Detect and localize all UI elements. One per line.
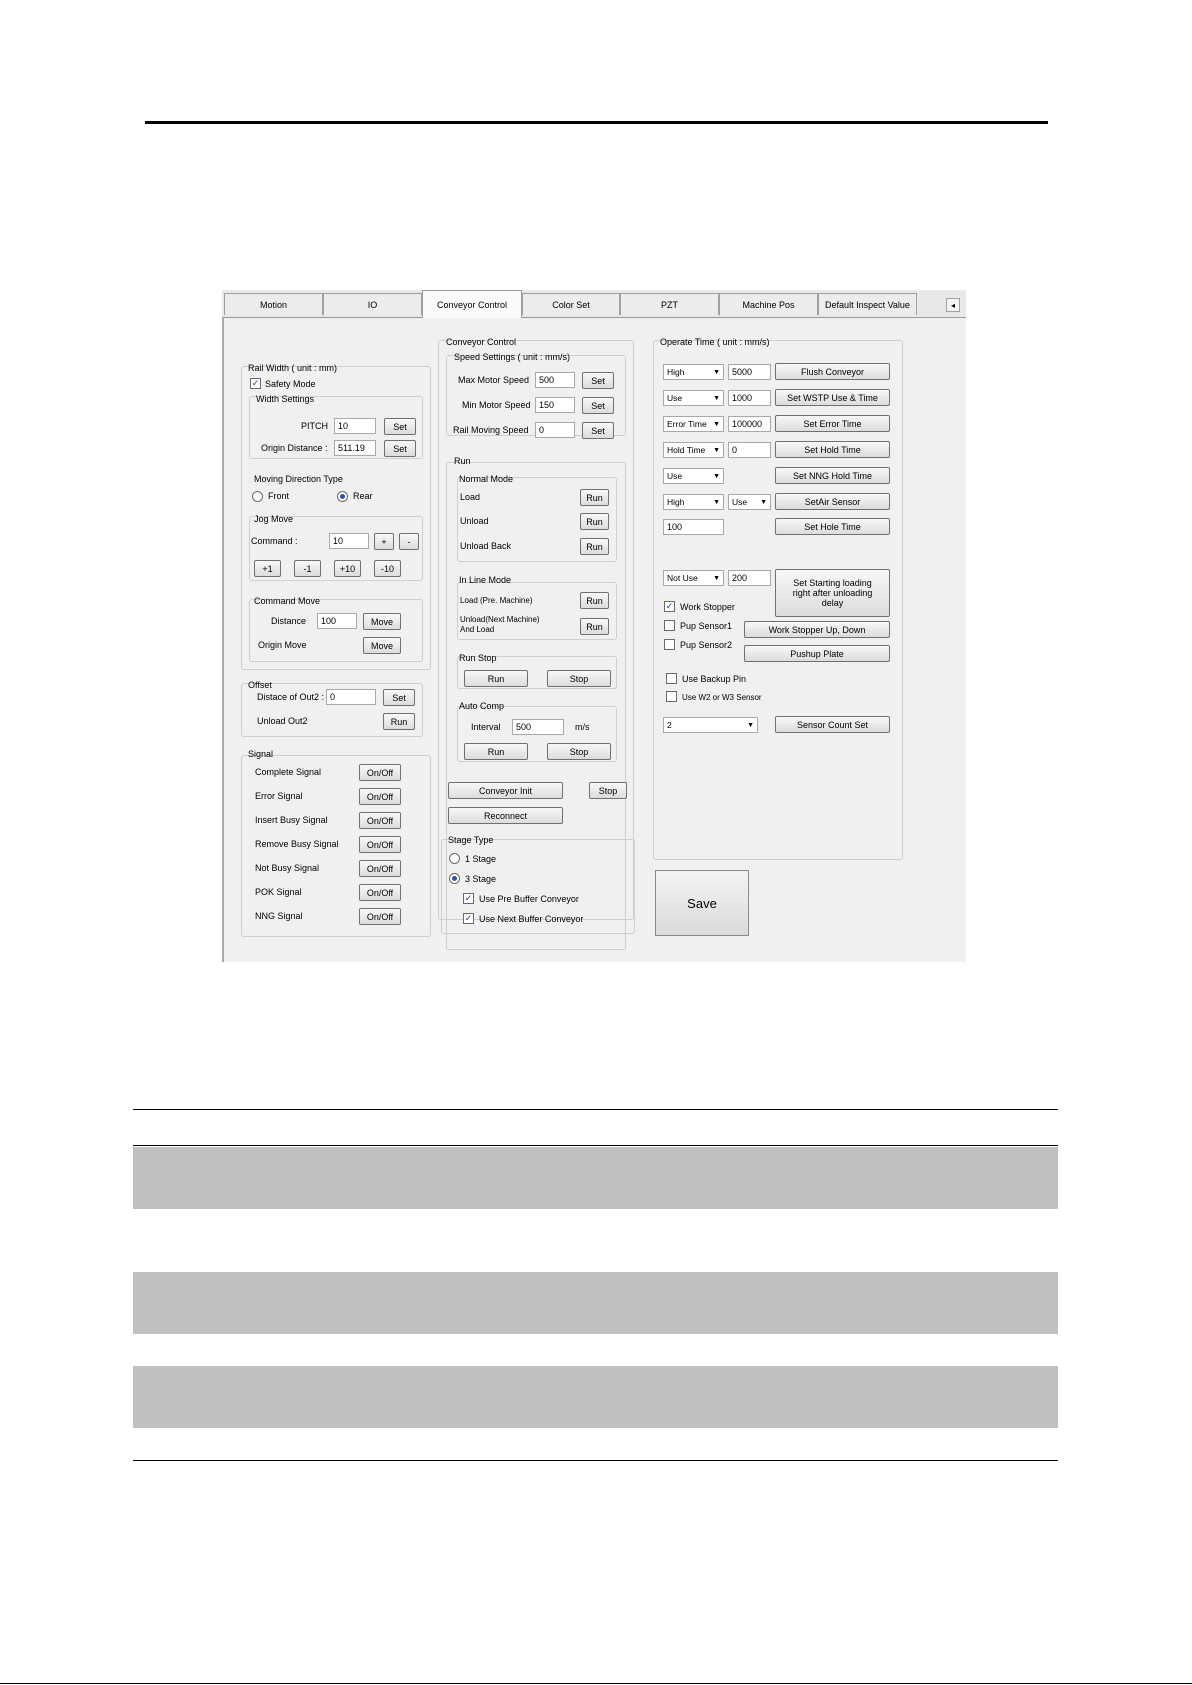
offset-set-button[interactable]: Set (383, 689, 415, 706)
three-stage-label: 3 Stage (465, 874, 497, 884)
rail-moving-speed-label: Rail Moving Speed (453, 425, 529, 435)
error-time-combo[interactable]: Error Time ▼ (663, 416, 724, 432)
tab-motion[interactable]: Motion (224, 293, 323, 315)
tab-pzt[interactable]: PZT (620, 293, 719, 315)
three-stage-radio[interactable] (449, 873, 460, 884)
table-bottom-rule (133, 1460, 1058, 1461)
table-row-shaded-1 (133, 1147, 1058, 1209)
inline-unload-run-button[interactable]: Run (580, 618, 609, 635)
distance-move-button[interactable]: Move (363, 613, 401, 630)
dropdown-arrow-icon: ▼ (713, 421, 720, 428)
signal-label-pok: POK Signal (255, 887, 302, 897)
tab-color-set[interactable]: Color Set (522, 293, 620, 315)
signal-label-complete: Complete Signal (255, 767, 322, 777)
table-row-shaded-3 (133, 1366, 1058, 1428)
backup-pin-label: Use Backup Pin (682, 674, 747, 684)
operate-time-title: Operate Time ( unit : mm/s) (660, 337, 770, 347)
page-bottom-rule (0, 1683, 1192, 1684)
load-run-button[interactable]: Run (580, 489, 609, 506)
max-motor-speed-set-button[interactable]: Set (582, 372, 614, 389)
sensor-count-combo[interactable]: 2 ▼ (663, 717, 758, 733)
nng-combo[interactable]: Use ▼ (663, 468, 724, 484)
run-stop-title: Run Stop (459, 653, 497, 663)
unload-out2-label: Unload Out2 (257, 716, 308, 726)
distance-field[interactable]: 100 (317, 613, 357, 629)
unload-run-button[interactable]: Run (580, 513, 609, 530)
sensor-count-set-button[interactable]: Sensor Count Set (775, 716, 890, 733)
interval-label: Interval (471, 722, 501, 732)
front-label: Front (268, 491, 290, 501)
rear-radio[interactable] (337, 491, 348, 502)
conveyor-control-window (222, 290, 966, 962)
signal-label-remove-busy: Remove Busy Signal (255, 839, 339, 849)
conveyor-stop-button[interactable]: Stop (589, 782, 627, 799)
one-stage-label: 1 Stage (465, 854, 497, 864)
signal-nng-button[interactable]: On/Off (359, 908, 401, 925)
signal-remove-busy-button[interactable]: On/Off (359, 836, 401, 853)
inline-mode-title: In Line Mode (459, 575, 512, 585)
dropdown-arrow-icon: ▼ (713, 499, 720, 506)
error-time-field[interactable]: 100000 (728, 416, 771, 432)
jog-plus-1-button[interactable]: +1 (254, 560, 281, 577)
wstp-value-field[interactable]: 1000 (728, 390, 771, 406)
pup-sensor2-label: Pup Sensor2 (680, 640, 733, 650)
jog-command-field[interactable]: 10 (329, 533, 369, 549)
auto-comp-stop-button[interactable]: Stop (547, 743, 611, 760)
safety-mode-label: Safety Mode (265, 379, 316, 389)
set-error-time-button[interactable]: Set Error Time (775, 415, 890, 432)
signal-insert-busy-button[interactable]: On/Off (359, 812, 401, 829)
run-stop-stop-button[interactable]: Stop (547, 670, 611, 687)
rail-moving-speed-set-button[interactable]: Set (582, 422, 614, 439)
width-settings-title: Width Settings (256, 394, 315, 404)
load-label: Load (460, 492, 481, 502)
rail-width-title: Rail Width ( unit : mm) (248, 363, 338, 373)
set-nng-hold-time-button[interactable]: Set NNG Hold Time (775, 467, 890, 484)
pup-sensor2-checkbox[interactable] (664, 639, 675, 650)
jog-plus-button[interactable]: + (374, 533, 394, 550)
hold-time-field[interactable]: 0 (728, 442, 771, 458)
w2w3-sensor-checkbox[interactable] (666, 691, 677, 702)
unload-label: Unload (460, 516, 489, 526)
flush-combo[interactable]: High ▼ (663, 364, 724, 380)
set-starting-loading-line2: right after unloading (792, 588, 873, 598)
conveyor-init-button[interactable]: Conveyor Init (448, 782, 563, 799)
dropdown-arrow-icon: ▼ (713, 575, 720, 582)
table-row-shaded-2 (133, 1272, 1058, 1334)
max-motor-speed-field[interactable]: 500 (535, 372, 575, 388)
air-sensor-use-combo[interactable]: Use ▼ (728, 494, 771, 510)
offset-distance-label: Distace of Out2 : (257, 692, 325, 702)
tab-scroll-left-icon[interactable]: ◂ (946, 298, 960, 312)
set-starting-loading-button[interactable] (775, 569, 890, 617)
distance-label: Distance (271, 616, 307, 626)
min-motor-speed-field[interactable]: 150 (535, 397, 575, 413)
pushup-plate-button[interactable]: Pushup Plate (744, 645, 890, 662)
jog-plus-10-button[interactable]: +10 (334, 560, 361, 577)
tab-machine-pos[interactable]: Machine Pos (719, 293, 818, 315)
pitch-label: PITCH (301, 421, 328, 431)
tab-io[interactable]: IO (323, 293, 422, 315)
unload-out2-run-button[interactable]: Run (383, 713, 415, 730)
pup-sensor1-checkbox[interactable] (664, 620, 675, 631)
unload-back-label: Unload Back (460, 541, 512, 551)
normal-mode-title: Normal Mode (459, 474, 514, 484)
window-left-border (222, 317, 224, 962)
signal-label-error: Error Signal (255, 791, 303, 801)
conveyor-control-title: Conveyor Control (446, 337, 517, 347)
speed-settings-title: Speed Settings ( unit : mm/s) (454, 352, 571, 362)
inline-load-run-button[interactable]: Run (580, 592, 609, 609)
min-motor-speed-label: Min Motor Speed (462, 400, 531, 410)
dropdown-arrow-icon: ▼ (713, 369, 720, 376)
jog-minus-10-button[interactable]: -10 (374, 560, 401, 577)
dropdown-arrow-icon: ▼ (747, 722, 754, 729)
header-rule (145, 121, 1048, 124)
hole-time-field[interactable]: 100 (663, 519, 724, 535)
origin-move-button[interactable]: Move (363, 637, 401, 654)
min-motor-speed-set-button[interactable]: Set (582, 397, 614, 414)
moving-direction-title: Moving Direction Type (254, 474, 343, 484)
signal-error-button[interactable]: On/Off (359, 788, 401, 805)
stage-type-title: Stage Type (448, 835, 494, 845)
command-move-title: Command Move (254, 596, 321, 606)
set-air-sensor-button[interactable]: SetAir Sensor (775, 493, 890, 510)
origin-distance-set-button[interactable]: Set (384, 440, 416, 457)
set-hole-time-button[interactable]: Set Hole Time (775, 518, 890, 535)
offset-distance-field[interactable]: 0 (326, 689, 376, 705)
inline-unload-label-line1: Unload(Next Machine) (460, 615, 540, 624)
origin-distance-field[interactable]: 511.19 (334, 440, 376, 456)
signal-title: Signal (248, 749, 274, 759)
dropdown-arrow-icon: ▼ (760, 499, 767, 506)
origin-distance-label: Origin Distance : (261, 443, 328, 453)
dropdown-arrow-icon: ▼ (713, 447, 720, 454)
jog-minus-1-button[interactable]: -1 (294, 560, 321, 577)
jog-command-label: Command : (251, 536, 298, 546)
front-radio[interactable] (252, 491, 263, 502)
set-starting-loading-line3: delay (821, 598, 844, 608)
inline-load-label: Load (Pre. Machine) (460, 596, 533, 605)
pre-buffer-label: Use Pre Buffer Conveyor (479, 894, 579, 904)
work-stopper-label: Work Stopper (680, 602, 735, 612)
signal-complete-button[interactable]: On/Off (359, 764, 401, 781)
flush-conveyor-button[interactable]: Flush Conveyor (775, 363, 890, 380)
jog-minus-button[interactable]: - (399, 533, 419, 550)
max-motor-speed-label: Max Motor Speed (458, 375, 530, 385)
wstp-combo[interactable]: Use ▼ (663, 390, 724, 406)
interval-field[interactable]: 500 (512, 719, 564, 735)
auto-comp-run-button[interactable]: Run (464, 743, 528, 760)
rail-moving-speed-field[interactable]: 0 (535, 422, 575, 438)
next-buffer-label: Use Next Buffer Conveyor (479, 914, 584, 924)
auto-comp-title: Auto Comp (459, 701, 505, 711)
save-button[interactable]: Save (655, 870, 749, 936)
interval-unit: m/s (575, 722, 590, 732)
set-hold-time-button[interactable]: Set Hold Time (775, 441, 890, 458)
dropdown-arrow-icon: ▼ (713, 395, 720, 402)
hold-time-combo[interactable]: Hold Time ▼ (663, 442, 724, 458)
run-stop-run-button[interactable]: Run (464, 670, 528, 687)
table-top-rule (133, 1109, 1058, 1110)
tab-bar (222, 290, 966, 318)
origin-move-label: Origin Move (258, 640, 307, 650)
offset-title: Offset (248, 680, 272, 690)
set-starting-loading-line1: Set Starting loading (793, 578, 872, 588)
run-title: Run (454, 456, 471, 466)
set-wstp-button[interactable]: Set WSTP Use & Time (775, 389, 890, 406)
safety-mode-checkbox[interactable]: ✓ (251, 378, 260, 388)
tab-default-inspect-value[interactable]: Default Inspect Value (818, 293, 917, 315)
pre-buffer-checkbox[interactable]: ✓ (464, 893, 473, 903)
one-stage-radio[interactable] (449, 853, 460, 864)
pitch-field[interactable]: 10 (334, 418, 376, 434)
signal-label-insert-busy: Insert Busy Signal (255, 815, 328, 825)
w2w3-sensor-label: Use W2 or W3 Sensor (682, 693, 762, 702)
pitch-set-button[interactable]: Set (384, 418, 416, 435)
starting-loading-field[interactable]: 200 (728, 570, 771, 586)
air-sensor-combo[interactable]: High ▼ (663, 494, 724, 510)
pup-sensor1-label: Pup Sensor1 (680, 621, 733, 631)
next-buffer-checkbox[interactable]: ✓ (464, 913, 473, 923)
signal-pok-button[interactable]: On/Off (359, 884, 401, 901)
signal-label-nng: NNG Signal (255, 911, 303, 921)
jog-move-title: Jog Move (254, 514, 294, 524)
flush-value-field[interactable]: 5000 (728, 364, 771, 380)
rear-label: Rear (353, 491, 373, 501)
work-stopper-checkbox[interactable]: ✓ (665, 601, 674, 611)
unload-back-run-button[interactable]: Run (580, 538, 609, 555)
backup-pin-checkbox[interactable] (666, 673, 677, 684)
dropdown-arrow-icon: ▼ (713, 473, 720, 480)
signal-label-not-busy: Not Busy Signal (255, 863, 320, 873)
work-stopper-up-down-button[interactable]: Work Stopper Up, Down (744, 621, 890, 638)
inline-unload-label-line2: And Load (460, 625, 495, 634)
starting-loading-combo[interactable]: Not Use ▼ (663, 570, 724, 586)
signal-not-busy-button[interactable]: On/Off (359, 860, 401, 877)
table-header-rule (133, 1145, 1058, 1146)
reconnect-button[interactable]: Reconnect (448, 807, 563, 824)
tab-conveyor-control[interactable]: Conveyor Control (422, 290, 522, 318)
